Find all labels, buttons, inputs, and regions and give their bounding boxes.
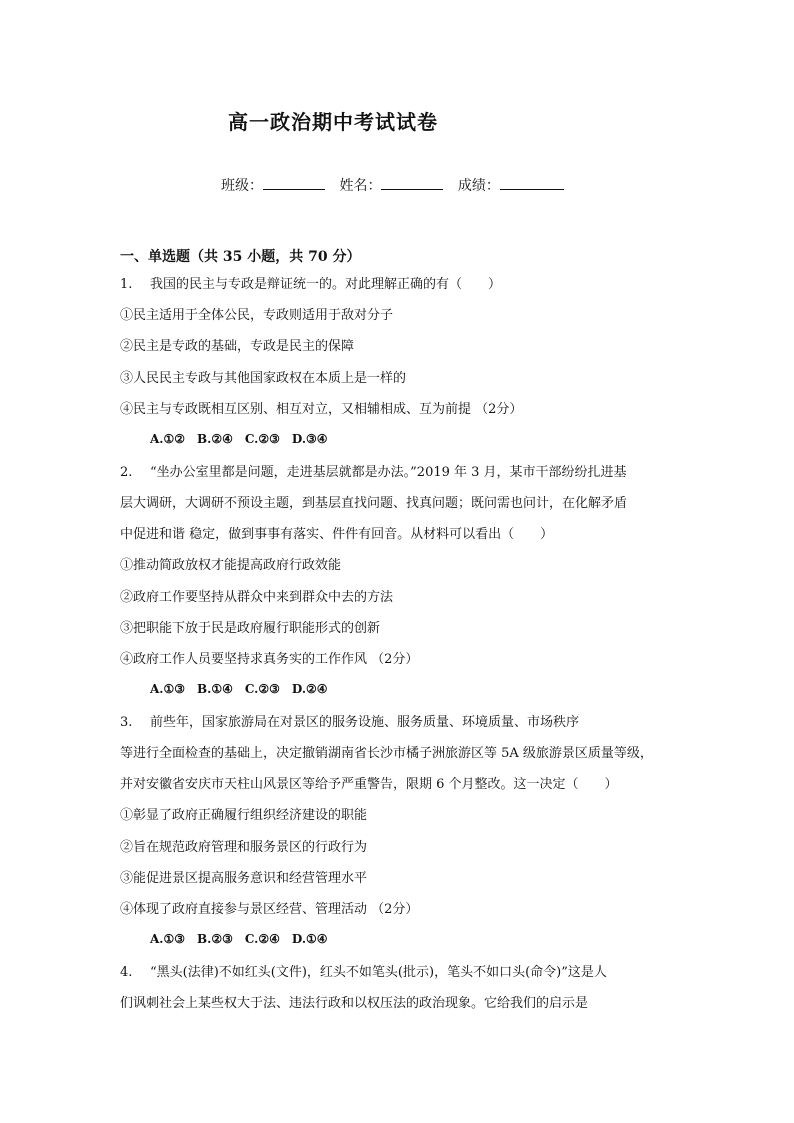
choice-item: ④体现了政府直接参与景区经营、管理活动 （2分）	[120, 902, 419, 917]
stem-text: “坐办公室里都是问题，走进基层就都是办法。”2019 年 3 月，某市干部纷纷扎进基	[150, 465, 627, 480]
name-blank[interactable]	[381, 175, 443, 190]
question-number: 3.	[120, 715, 133, 730]
choice-item: ②政府工作要坚持从群众中来到群众中去的方法	[120, 590, 394, 605]
section-heading: 一、单选题（共 35 小题，共 70 分）	[120, 249, 361, 265]
choice-item: ④民主与专政既相互区别、相互对立，又相辅相成、互为前提 （2分）	[120, 402, 523, 417]
page-title: 高一政治期中考试试卷	[228, 110, 438, 134]
choice-item: ②旨在规范政府管理和服务景区的行政行为	[120, 840, 368, 855]
question-stem	[120, 461, 627, 480]
stem-text: 中促进和谐 稳定，做到事事有落实、件件有回音。从材料可以看出（ ）	[120, 527, 554, 542]
stem-text: 前些年，国家旅游局在对景区的服务设施、服务质量、环境质量、市场秩序	[150, 715, 580, 730]
stem-text: 层大调研，大调研不预设主题，到基层直找问题、找真问题；既问需也问计，在化解矛盾	[120, 496, 628, 511]
question-number: 2.	[120, 465, 133, 480]
stem-text: “黑头(法律)不如红头(文件)，红头不如笔头(批示)，笔头不如口头(命令)”这是人	[150, 965, 607, 980]
question-stem	[120, 711, 579, 730]
choice-item: ①推动简政放权才能提高政府行政效能	[120, 558, 342, 573]
choice-item: ③把职能下放于民是政府履行职能形式的创新	[120, 621, 381, 636]
choice-item: ①彰显了政府正确履行组织经济建设的职能	[120, 808, 368, 823]
choice-item: ④政府工作人员要坚持求真务实的工作作风 （2分）	[120, 652, 419, 667]
answer-options: A.①② B.②④ C.②③ D.③④	[150, 432, 328, 446]
class-label: 班级：	[221, 178, 263, 194]
question-stem	[120, 961, 607, 980]
score-blank[interactable]	[500, 175, 564, 190]
stem-text: 等进行全面检查的基础上，决定撤销湖南省长沙市橘子洲旅游区等 5A 级旅游景区质量等级，	[120, 746, 653, 761]
choice-item: ③人民民主专政与其他国家政权在本质上是一样的	[120, 371, 407, 386]
stem-text: 我国的民主与专政是辩证统一的。对此理解正确的有（ ）	[150, 277, 502, 292]
stem-text: 们讽刺社会上某些权大于法、违法行政和以权压法的政治现象。它给我们的启示是	[120, 996, 589, 1011]
question-number: 1.	[120, 277, 133, 292]
score-label: 成绩：	[457, 178, 500, 194]
stem-text: 并对安徽省安庆市天柱山风景区等给予严重警告，限期 6 个月整改。这一决定（ ）	[120, 777, 618, 792]
name-label: 姓名：	[339, 178, 382, 194]
class-blank[interactable]	[263, 175, 325, 190]
answer-options: A.①③ B.①④ C.②③ D.②④	[150, 682, 328, 696]
choice-item: ②民主是专政的基础，专政是民主的保障	[120, 339, 355, 354]
question-number: 4.	[120, 965, 133, 980]
choice-item: ①民主适用于全体公民，专政则适用于敌对分子	[120, 308, 394, 323]
student-info-line	[221, 175, 564, 195]
answer-options: A.①③ B.②③ C.②④ D.①④	[150, 932, 328, 946]
choice-item: ③能促进景区提高服务意识和经营管理水平	[120, 871, 368, 886]
question-stem	[120, 273, 501, 292]
